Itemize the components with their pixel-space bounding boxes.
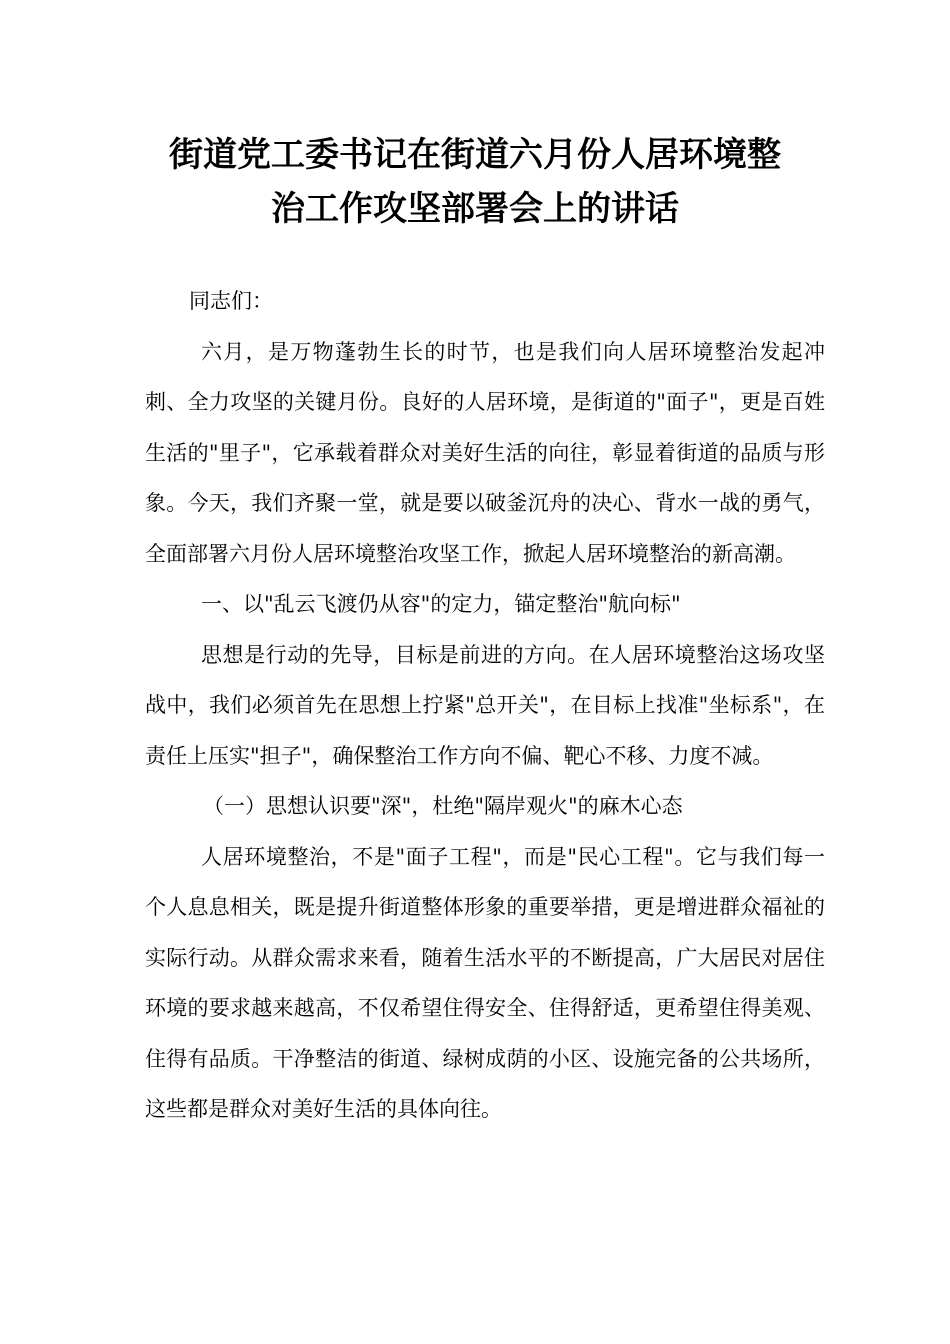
document-title [130,128,820,236]
paragraph-intro: 六月，是万物蓬勃生长的时节，也是我们向人居环境整治发起冲刺、全力攻坚的关键月份。良好的人居环境，是街道的"面子"，更是百姓生活的"里子"，它承载着群众对美好生活的向往，彰显着街道的品质与形象。今天，我们齐聚一堂，就是要以破釜沉舟的决心、背水一战的勇气，全面部署六月份人居环境整治攻坚工作，掀起人居环境整治的新高潮。 [145,339,825,566]
paragraph-section-1: 思想是行动的先导，目标是前进的方向。在人居环境整治这场攻坚战中，我们必须首先在思想上拧紧"总开关"，在目标上找准"坐标系"，在责任上压实"担子"，确保整治工作方向不偏、靶心不移、力度不减。 [145,642,825,768]
salutation: 同志们： [189,289,273,313]
subsection-heading-1: （一）思想认识要"深"，杜绝"隔岸观火"的麻木心态 [203,794,683,818]
section-heading-1: 一、以"乱云飞渡仍从容"的定力，锚定整治"航向标" [201,592,681,616]
title-line-1: 街道党工委书记在街道六月份人居环境整 [169,135,781,175]
title-line-2: 治工作攻坚部署会上的讲话 [271,189,679,229]
document-body [145,276,825,1135]
paragraph-subsection-1: 人居环境整治，不是"面子工程"，而是"民心工程"。它与我们每一个人息息相关，既是提升街道整体形象的重要举措，更是增进群众福祉的实际行动。从群众需求来看，随着生活水平的不断提高，广大居民对居住环境的要求越来越高，不仅希望住得安全、住得舒适，更希望住得美观、住得有品质。干净整洁的街道、绿树成荫的小区、设施完备的公共场所，这些都是群众对美好生活的具体向往。 [145,844,825,1121]
